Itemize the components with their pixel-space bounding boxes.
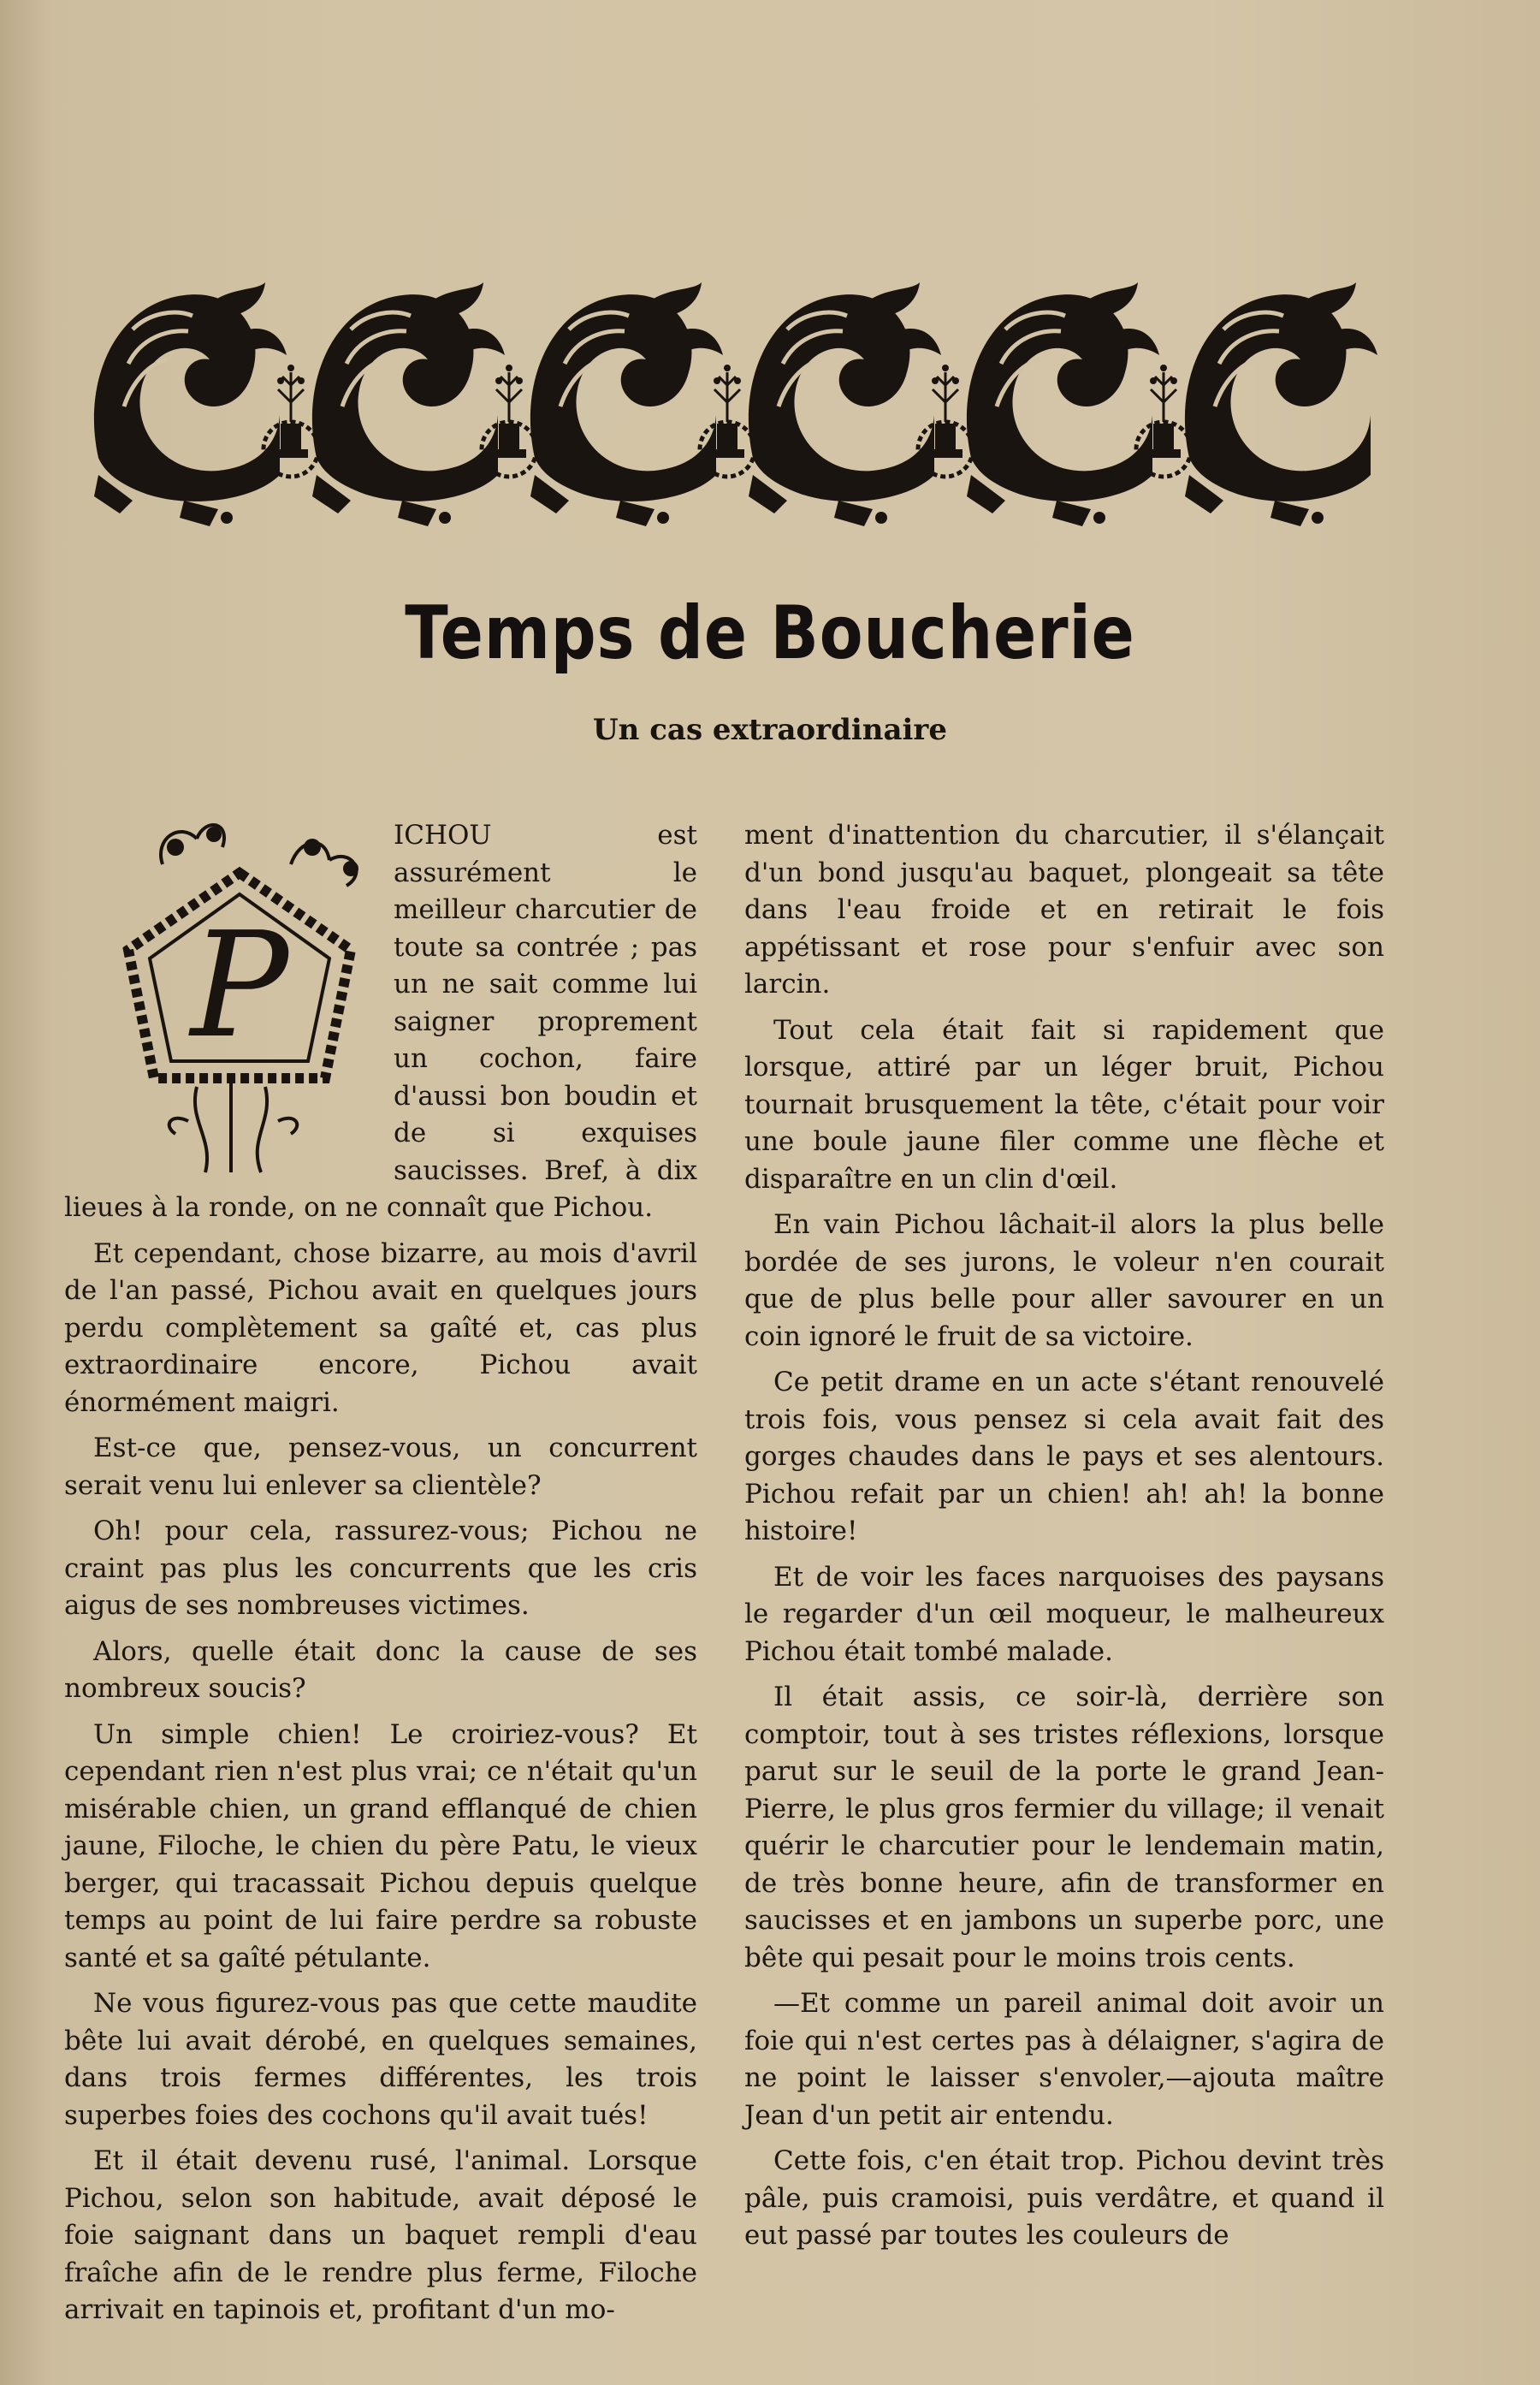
- paragraph: Oh! pour cela, rassurez-vous; Pichou ne craint pas plus les concurrents que les cris aigus de ses nombreuses victimes.: [64, 1516, 697, 1621]
- article-title: Temps de Boucherie: [405, 590, 1135, 676]
- ornamental-banner: [81, 270, 1407, 552]
- dropcap-ornament: [94, 813, 376, 1190]
- paragraph: ICHOU est assurément le meilleur charcutier de toute sa contrée ; pas un ne sait comme lui saigner proprement un cochon, faire d'aussi bon boudin et de si exquises saucisses. Bref, à dix lieues à la ronde, on ne connaît que Pichou.: [64, 820, 697, 1223]
- right-column: [744, 817, 1384, 2263]
- left-column: [64, 817, 697, 2338]
- paragraph: En vain Pichou lâchait-il alors la plus belle bordée de ses jurons, le voleur n'en courait que de plus belle pour aller savourer en un coin ignoré le fruit de sa victoire.: [744, 1209, 1384, 1352]
- paragraph: Et cependant, chose bizarre, au mois d'avril de l'an passé, Pichou avait en quelques jours perdu complètement sa gaîté et, cas plus extraordinaire encore, Pichou avait énormément maigri.: [64, 1237, 697, 1418]
- paragraph: Tout cela était fait si rapidement que lorsque, attiré par un léger bruit, Pichou tournait brusquement la tête, c'était pour voir une boule jaune filer comme une flèche et disparaître en un clin d'œil.: [744, 1014, 1384, 1195]
- paragraph: Est-ce que, pensez-vous, un concurrent serait venu lui enlever sa clientèle?: [64, 1433, 697, 1501]
- paragraph: Cette fois, c'en était trop. Pichou devint très pâle, puis cramoisi, puis verdâtre, et quand il eut passé par toutes les couleurs de: [744, 2145, 1384, 2251]
- article-subtitle: Un cas extraordinaire: [593, 713, 947, 747]
- paragraph: Un simple chien! Le croiriez-vous? Et cependant rien n'est plus vrai; ce n'était qu'un misérable chien, un grand efflanqué de chien jaune, Filoche, le chien du père Patu, le vieux berger, qui tracassait Pichou depuis quelque temps au point de lui faire perdre sa robuste santé et sa gaîté pétulante.: [64, 1718, 697, 1973]
- paragraph: Ne vous figurez-vous pas que cette maudite bête lui avait dérobé, en quelques semaines, dans trois fermes différentes, les trois superbes foies des cochons qu'il avait tués!: [64, 1988, 697, 2131]
- paragraph: Et il était devenu rusé, l'animal. Lorsque Pichou, selon son habitude, avait déposé le foie saignant dans un baquet rempli d'eau fraîche afin de le rendre plus ferme, Filoche arrivait en tapinois et, profitant d'un mo-: [64, 2145, 697, 2325]
- paragraph: Il était assis, ce soir-là, derrière son comptoir, tout à ses tristes réflexions, lorsque parut sur le seuil de la porte le grand Jean-Pierre, le plus gros fermier du village; il venait quérir le charcutier pour le lendemain matin, de très bonne heure, afin de transformer en saucisses et en jambons un superbe porc, une bête qui pesait pour le moins trois cents.: [744, 1682, 1384, 1973]
- paragraph: ment d'inattention du charcutier, il s'élançait d'un bond jusqu'au baquet, plongeait sa tête dans l'eau froide et en retirait le fois appétissant et rose pour s'enfuir avec son larcin.: [744, 820, 1384, 1000]
- dropcap-letter: P: [190, 901, 289, 1071]
- paragraph: Alors, quelle était donc la cause de ses nombreux soucis?: [64, 1635, 697, 1704]
- paragraph: —Et comme un pareil animal doit avoir un foie qui n'est certes pas à délaigner, s'agira de ne point le laisser s'envoler,—ajouta maître Jean d'un petit air entendu.: [744, 1988, 1384, 2131]
- paragraph: Et de voir les faces narquoises des paysans le regarder d'un œil moqueur, le malheureux Pichou était tombé malade.: [744, 1561, 1384, 1667]
- paragraph: Ce petit drame en un acte s'étant renouvelé trois fois, vous pensez si cela avait fait des gorges chaudes dans le pays et ses alentours. Pichou refait par un chien! ah! ah! la bonne histoire!: [744, 1367, 1384, 1546]
